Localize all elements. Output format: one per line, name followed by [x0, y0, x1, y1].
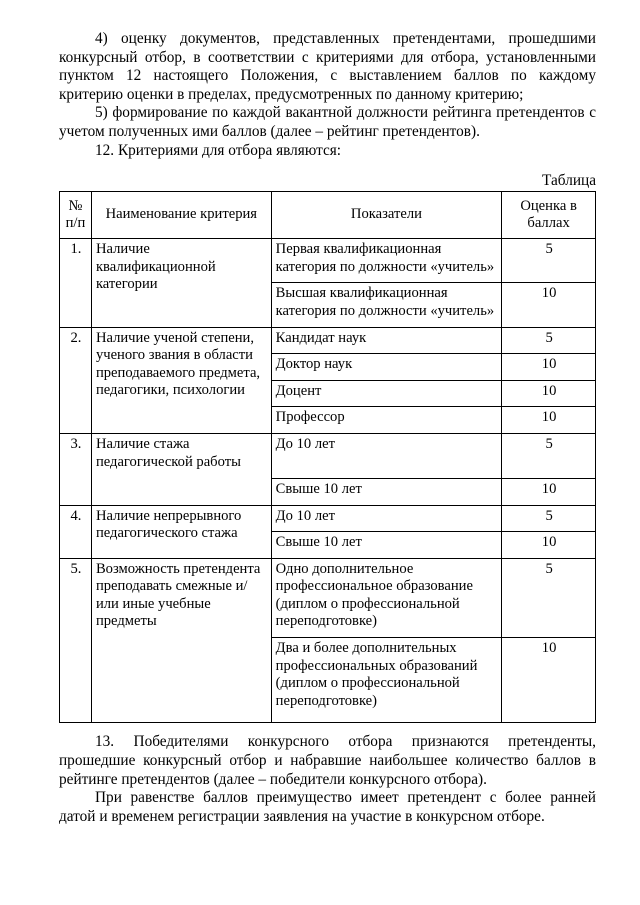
- indicator-cell: Два и более дополнительных профессиональных образований (диплом о профессиональной переподготовке): [271, 638, 502, 723]
- table-row: [60, 558, 596, 637]
- criterion-name: Возможность претендента преподавать смежные и/или иные учебные предметы: [91, 558, 271, 723]
- criterion-name: Наличие стажа педагогической работы: [91, 433, 271, 505]
- table-row: [60, 505, 596, 532]
- closing-section: [59, 733, 596, 826]
- header-name: Наименование критерия: [91, 192, 271, 239]
- criterion-number: 4.: [60, 505, 92, 558]
- criteria-table: [59, 191, 596, 723]
- table-row: [60, 327, 596, 354]
- document-page: [59, 30, 596, 826]
- criterion-name: Наличие квалификационной категории: [91, 239, 271, 327]
- header-indicators: Показатели: [271, 192, 502, 239]
- indicator-cell: До 10 лет: [271, 505, 502, 532]
- indicator-cell: Кандидат наук: [271, 327, 502, 354]
- table-row: [60, 433, 596, 478]
- score-cell: 5: [502, 327, 596, 354]
- indicator-cell: Высшая квалификационная категория по должности «учитель»: [271, 283, 502, 327]
- header-score: Оценка в баллах: [502, 192, 596, 239]
- criterion-number: 3.: [60, 433, 92, 505]
- indicator-cell: Свыше 10 лет: [271, 478, 502, 505]
- paragraph-item-4: 4) оценку документов, представленных претендентами, прошедшими конкурсный отбор, в соответствии с критериями для отбора, установленными пунктом 12 настоящего Положения, с выставлением баллов по каждому критерию оценки в пределах, предусмотренных по данному критерию;: [59, 30, 596, 103]
- score-cell: 10: [502, 532, 596, 559]
- score-cell: 10: [502, 354, 596, 381]
- indicator-cell: Первая квалификационная категория по должности «учитель»: [271, 239, 502, 283]
- criterion-number: 1.: [60, 239, 92, 327]
- indicator-cell: До 10 лет: [271, 433, 502, 478]
- indicator-cell: Одно дополнительное профессиональное образование (диплом о профессиональной переподготовке): [271, 558, 502, 637]
- indicator-cell: Доктор наук: [271, 354, 502, 381]
- table-row: [60, 239, 596, 283]
- indicator-cell: Свыше 10 лет: [271, 532, 502, 559]
- criterion-name: Наличие непрерывного педагогического стажа: [91, 505, 271, 558]
- criterion-name: Наличие ученой степени, ученого звания в области преподаваемого предмета, педагогики, психологии: [91, 327, 271, 433]
- score-cell: 5: [502, 433, 596, 478]
- paragraph-item-5: 5) формирование по каждой вакантной должности рейтинга претендентов с учетом полученных ими баллов (далее – рейтинг претендентов).: [59, 104, 596, 140]
- score-cell: 10: [502, 638, 596, 723]
- indicator-cell: Профессор: [271, 407, 502, 434]
- criterion-number: 5.: [60, 558, 92, 723]
- paragraph-tie-rule: При равенстве баллов преимущество имеет претендент с более ранней датой и временем регистрации заявления на участие в конкурсном отборе.: [59, 789, 596, 825]
- score-cell: 5: [502, 558, 596, 637]
- paragraph-section-13: 13. Победителями конкурсного отбора признаются претенденты, прошедшие конкурсный отбор и набравшие наибольшее количество баллов в рейтинге претендентов (далее – победители конкурсного отбора).: [59, 733, 596, 788]
- indicator-cell: Доцент: [271, 380, 502, 407]
- score-cell: 10: [502, 283, 596, 327]
- table-caption: Таблица: [542, 172, 596, 190]
- paragraph-section-12: 12. Критериями для отбора являются:: [95, 141, 342, 159]
- table-header-row: [60, 192, 596, 239]
- score-cell: 5: [502, 505, 596, 532]
- criterion-number: 2.: [60, 327, 92, 433]
- score-cell: 10: [502, 407, 596, 434]
- score-cell: 5: [502, 239, 596, 283]
- score-cell: 10: [502, 380, 596, 407]
- header-num: № п/п: [60, 192, 92, 239]
- score-cell: 10: [502, 478, 596, 505]
